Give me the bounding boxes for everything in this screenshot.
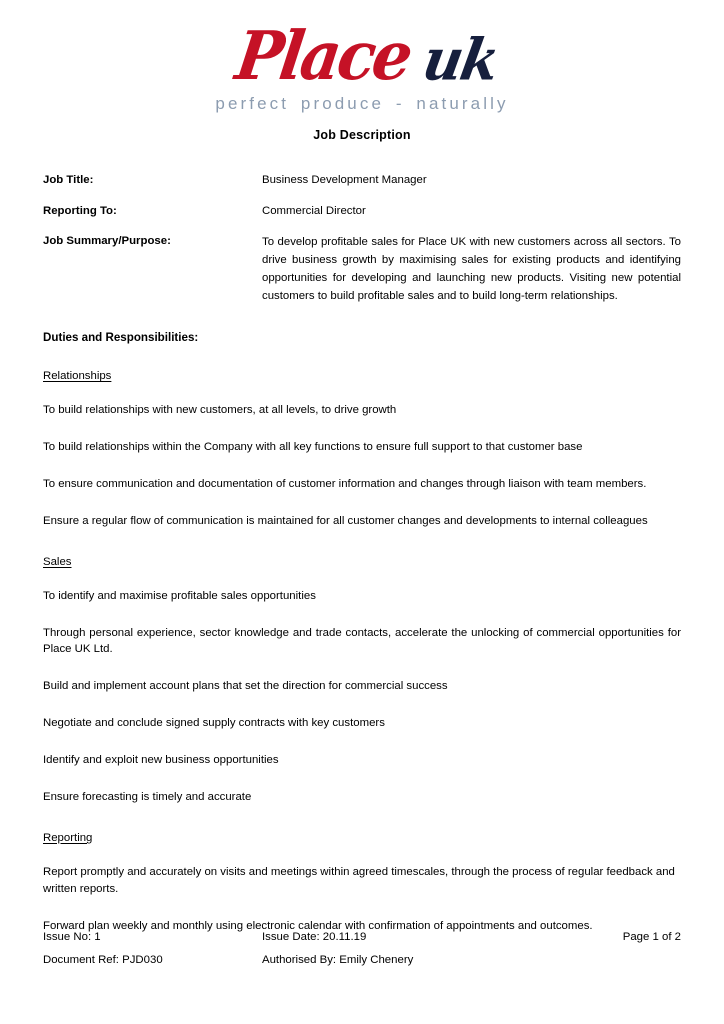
- duties-subheading: Relationships: [43, 370, 112, 383]
- duties-subheading-wrap: [43, 552, 681, 588]
- field-value: Commercial Director: [262, 204, 366, 217]
- company-logo: [0, 16, 724, 114]
- field-value: To develop profitable sales for Place UK with new customers across all sectors. To drive business growth by maximising sales for existing products and identifying opportunities for developing and launching new products. Visiting new potential customers to build profitable sales and to build long-term relationships.: [262, 236, 681, 303]
- footer-page-number: Page 1 of 2: [622, 931, 681, 943]
- field-row: [43, 233, 681, 305]
- duties-paragraph: To ensure communication and documentation of customer information and changes through liaison with team members.: [43, 477, 647, 490]
- duties-heading: Duties and Responsibilities:: [43, 331, 199, 345]
- duties-paragraph: Identify and exploit new business opportunities: [43, 754, 279, 766]
- duties-subheading: Reporting: [43, 831, 93, 844]
- logo-tagline: perfect produce - naturally: [215, 94, 509, 113]
- footer-document-ref: Document Ref: PJD030: [43, 954, 163, 967]
- duties-subheading-wrap: [43, 828, 681, 864]
- document-footer: [43, 932, 681, 979]
- duties-paragraph: To identify and maximise profitable sales opportunities: [43, 589, 316, 602]
- duties-subheading-wrap: [43, 366, 681, 402]
- duties-section: [43, 552, 681, 806]
- logo-word-uk: uk: [417, 25, 503, 94]
- duties-paragraph: To build relationships with new customers, at all levels, to drive growth: [43, 404, 397, 417]
- logo-word-place: Place: [231, 16, 416, 96]
- footer-row-top: [43, 932, 681, 943]
- duties-subheading: Sales: [43, 555, 72, 568]
- duties-section: [43, 828, 681, 935]
- logo-wordmark: [231, 16, 503, 96]
- field-list: [43, 172, 681, 305]
- field-label: Job Title:: [43, 174, 94, 186]
- duties-sections: [43, 366, 681, 934]
- field-row: [43, 172, 681, 189]
- footer-issue-date: Issue Date: 20.11.19: [262, 931, 367, 943]
- duties-paragraph: Ensure a regular flow of communication is maintained for all customer changes and developments to internal colleagues: [43, 514, 648, 527]
- duties-paragraph: Build and implement account plans that set the direction for commercial success: [43, 680, 448, 693]
- duties-paragraph: Ensure forecasting is timely and accurate: [43, 790, 252, 803]
- duties-paragraph: To build relationships within the Company with all key functions to ensure full support to that customer base: [43, 441, 583, 453]
- field-row: [43, 203, 681, 220]
- footer-issue-no: Issue No: 1: [43, 931, 101, 943]
- field-label: Reporting To:: [43, 204, 117, 217]
- duties-paragraph: Report promptly and accurately on visits and meetings within agreed timescales, through the process of regular feedback and written reports.: [43, 865, 675, 895]
- duties-paragraph: Through personal experience, sector knowledge and trade contacts, accelerate the unlocking of commercial opportunities for Place UK Ltd.: [43, 626, 681, 656]
- duties-paragraph: Negotiate and conclude signed supply contracts with key customers: [43, 717, 385, 730]
- footer-row-bottom: [43, 955, 681, 966]
- page-title: Job Description: [313, 128, 411, 142]
- footer-authorised-by: Authorised By: Emily Chenery: [262, 954, 414, 967]
- document-body: [43, 172, 681, 934]
- duties-paragraph: Forward plan weekly and monthly using electronic calendar with confirmation of appointments and outcomes.: [43, 919, 593, 932]
- field-label: Job Summary/Purpose:: [43, 235, 171, 248]
- duties-section: [43, 366, 681, 530]
- field-value: Business Development Manager: [262, 174, 427, 186]
